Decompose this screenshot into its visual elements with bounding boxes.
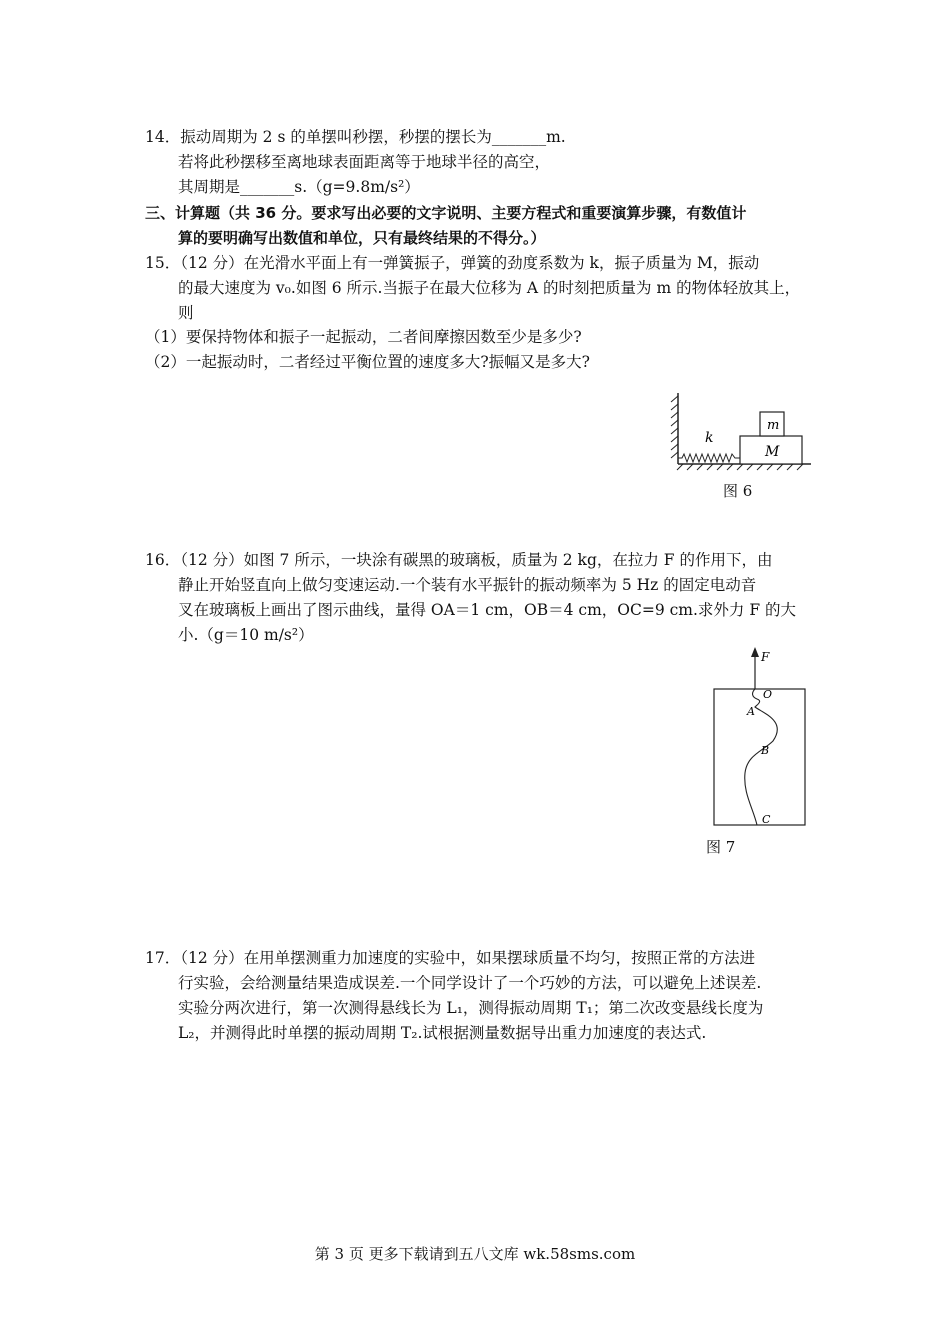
q16-line1: 16．（12 分）如图 7 所示，一块涂有碳黑的玻璃板，质量为 2 kg，在拉力 F 的作用下，由 xyxy=(145,551,773,569)
fig7-label-C: C xyxy=(762,813,771,826)
q15-line3: 则 xyxy=(178,304,194,322)
fig7-label-B: B xyxy=(761,744,770,757)
q17-line1: 17．（12 分）在用单摆测重力加速度的实验中，如果摆球质量不均匀，按照正常的方法进 xyxy=(145,949,756,967)
fig6-spring xyxy=(678,454,740,462)
q14-line1: 14．振动周期为 2 s 的单摆叫秒摆，秒摆的摆长为_______m. xyxy=(145,128,566,146)
q14-line2: 若将此秒摆移至离地球表面距离等于地球半径的高空， xyxy=(178,153,551,171)
fig7-label-A: A xyxy=(747,705,755,718)
fig7-caption: 图 7 xyxy=(706,838,736,856)
q15-line1: 15．（12 分）在光滑水平面上有一弹簧振子，弹簧的劲度系数为 k，振子质量为 M，振动 xyxy=(145,254,760,272)
fig6-label-k: k xyxy=(705,430,714,446)
fig6-label-m: m xyxy=(767,418,780,433)
q16-line2: 静止开始竖直向上做匀变速运动.一个装有水平振针的振动频率为 5 Hz 的固定电动音 xyxy=(178,576,757,594)
page-footer: 第 3 页 更多下载请到五八文库 wk.58sms.com xyxy=(314,1245,636,1263)
q16-line3: 叉在玻璃板上画出了图示曲线，量得 OA＝1 cm，OB＝4 cm，OC=9 cm.求外力 F 的大 xyxy=(178,601,797,619)
fig6-label-M: M xyxy=(765,444,780,460)
q16-line4: 小.（g＝10 m/s²） xyxy=(178,626,314,644)
figure-6 xyxy=(665,388,825,473)
fig6-floor-hatch xyxy=(677,464,803,470)
fig7-force-arrowhead xyxy=(751,647,759,657)
q14-line3: 其周期是_______s.（g=9.8m/s²） xyxy=(178,178,420,196)
fig6-wall-hatch xyxy=(671,396,678,458)
q17-line3: 实验分两次进行，第一次测得悬线长为 L₁，测得振动周期 T₁；第二次改变悬线长度为 xyxy=(178,999,764,1017)
section3-heading-line2: 算的要明确写出数值和单位，只有最终结果的不得分。） xyxy=(178,229,546,247)
q15-line2: 的最大速度为 v₀.如图 6 所示.当振子在最大位移为 A 的时刻把质量为 m 的物体轻放其上， xyxy=(178,279,801,297)
figure-7 xyxy=(705,643,815,833)
fig6-caption: 图 6 xyxy=(723,482,753,500)
section3-heading-line1: 三、计算题（共 36 分。要求写出必要的文字说明、主要方程式和重要演算步骤，有数值计 xyxy=(145,204,747,222)
q17-line4: L₂，并测得此时单摆的振动周期 T₂.试根据测量数据导出重力加速度的表达式. xyxy=(178,1024,707,1042)
fig7-label-O: O xyxy=(763,688,773,701)
fig7-label-F: F xyxy=(761,650,770,664)
q15-part2: （2）一起振动时，二者经过平衡位置的速度多大?振幅又是多大? xyxy=(145,353,590,371)
q17-line2: 行实验，会给测量结果造成误差.一个同学设计了一个巧妙的方法，可以避免上述误差. xyxy=(178,974,762,992)
q15-part1: （1）要保持物体和振子一起振动，二者间摩擦因数至少是多少? xyxy=(145,328,582,346)
